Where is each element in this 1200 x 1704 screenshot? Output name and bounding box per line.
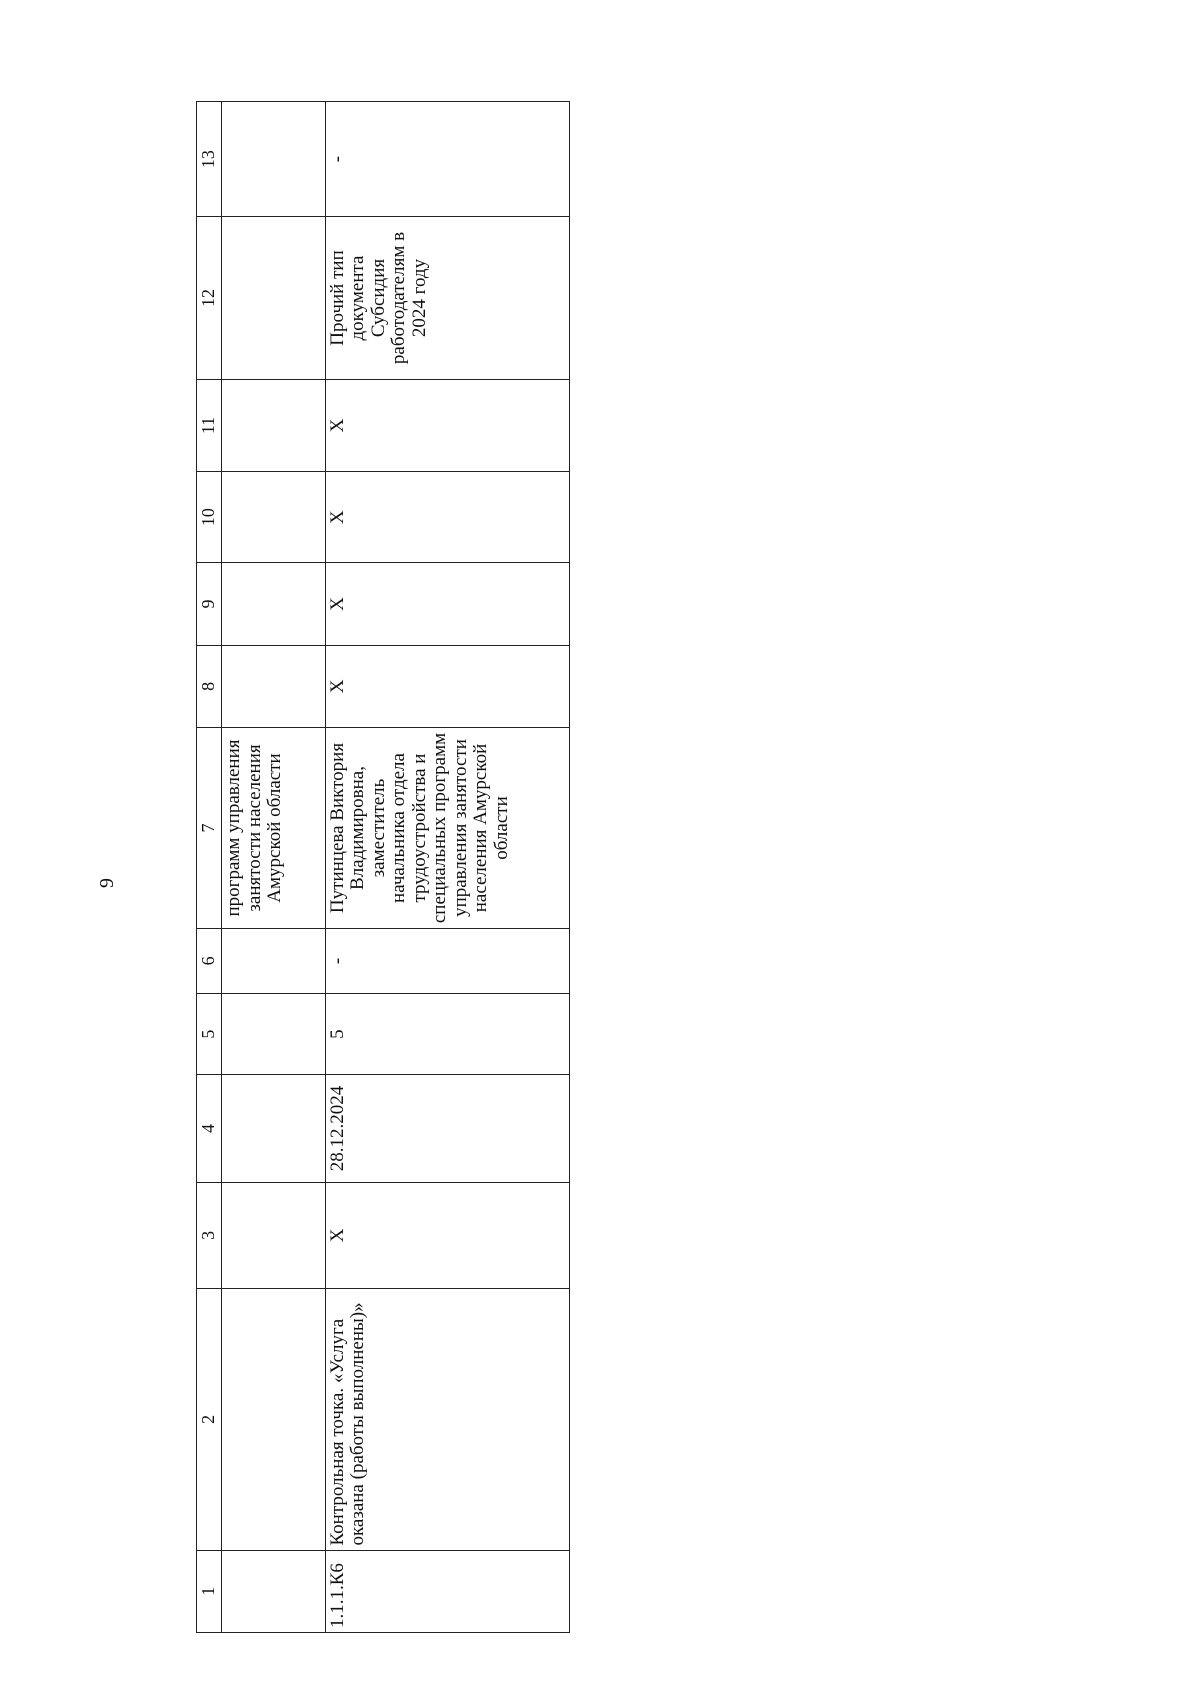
event-name-cell: Контрольная точка. «Услуга оказана (работы выполнены)» — [325, 1289, 569, 1550]
table-cell — [222, 993, 326, 1074]
table-frame — [196, 101, 570, 1633]
table-cell-col3: X — [325, 1182, 569, 1288]
column-header-5: 5 — [197, 993, 222, 1074]
table-cell — [222, 217, 326, 380]
table-cell-col5: 5 — [325, 993, 569, 1074]
table-cell-col8: X — [325, 645, 569, 727]
date-cell: 28.12.2024 — [325, 1075, 569, 1182]
column-header-10: 10 — [197, 472, 222, 563]
column-header-11: 11 — [197, 379, 222, 471]
table-cell-col6: - — [325, 928, 569, 993]
table-cell — [222, 1075, 326, 1182]
column-header-8: 8 — [197, 645, 222, 727]
row-number-cell: 1.1.1.К6 — [325, 1550, 569, 1632]
table-cell — [222, 379, 326, 471]
column-header-7: 7 — [197, 728, 222, 929]
table-cell — [222, 1182, 326, 1288]
table-cell-col9: X — [325, 563, 569, 645]
table-cell — [222, 928, 326, 993]
column-header-4: 4 — [197, 1075, 222, 1182]
document-type-cell: Прочий тип документа Субсидия работодателям в 2024 году — [325, 217, 569, 380]
table-cell-col13: - — [325, 102, 569, 217]
column-header-9: 9 — [197, 563, 222, 645]
table-container — [196, 101, 570, 1633]
column-header-12: 12 — [197, 217, 222, 380]
table-cell-col11: X — [325, 379, 569, 471]
table-row — [325, 102, 569, 1633]
column-header-6: 6 — [197, 928, 222, 993]
table-cell — [222, 1550, 326, 1632]
header-row — [197, 102, 222, 1633]
table-cell — [222, 102, 326, 217]
table-cell — [222, 563, 326, 645]
table-cell — [222, 1289, 326, 1550]
responsible-cell-continuation: программ управления занятости населения Амурской области — [222, 728, 326, 929]
page-number: 9 — [95, 878, 118, 888]
table-cell-col10: X — [325, 472, 569, 563]
plan-table — [196, 101, 570, 1633]
column-header-13: 13 — [197, 102, 222, 217]
column-header-2: 2 — [197, 1289, 222, 1550]
column-header-3: 3 — [197, 1182, 222, 1288]
table-row-continuation — [222, 102, 326, 1633]
table-cell — [222, 645, 326, 727]
table-cell — [222, 472, 326, 563]
column-header-1: 1 — [197, 1550, 222, 1632]
responsible-cell: Путинцева Виктория Владимировна, заместитель начальника отдела трудоустройства и специальных программ управления занятости населения Амурской области — [325, 728, 569, 929]
